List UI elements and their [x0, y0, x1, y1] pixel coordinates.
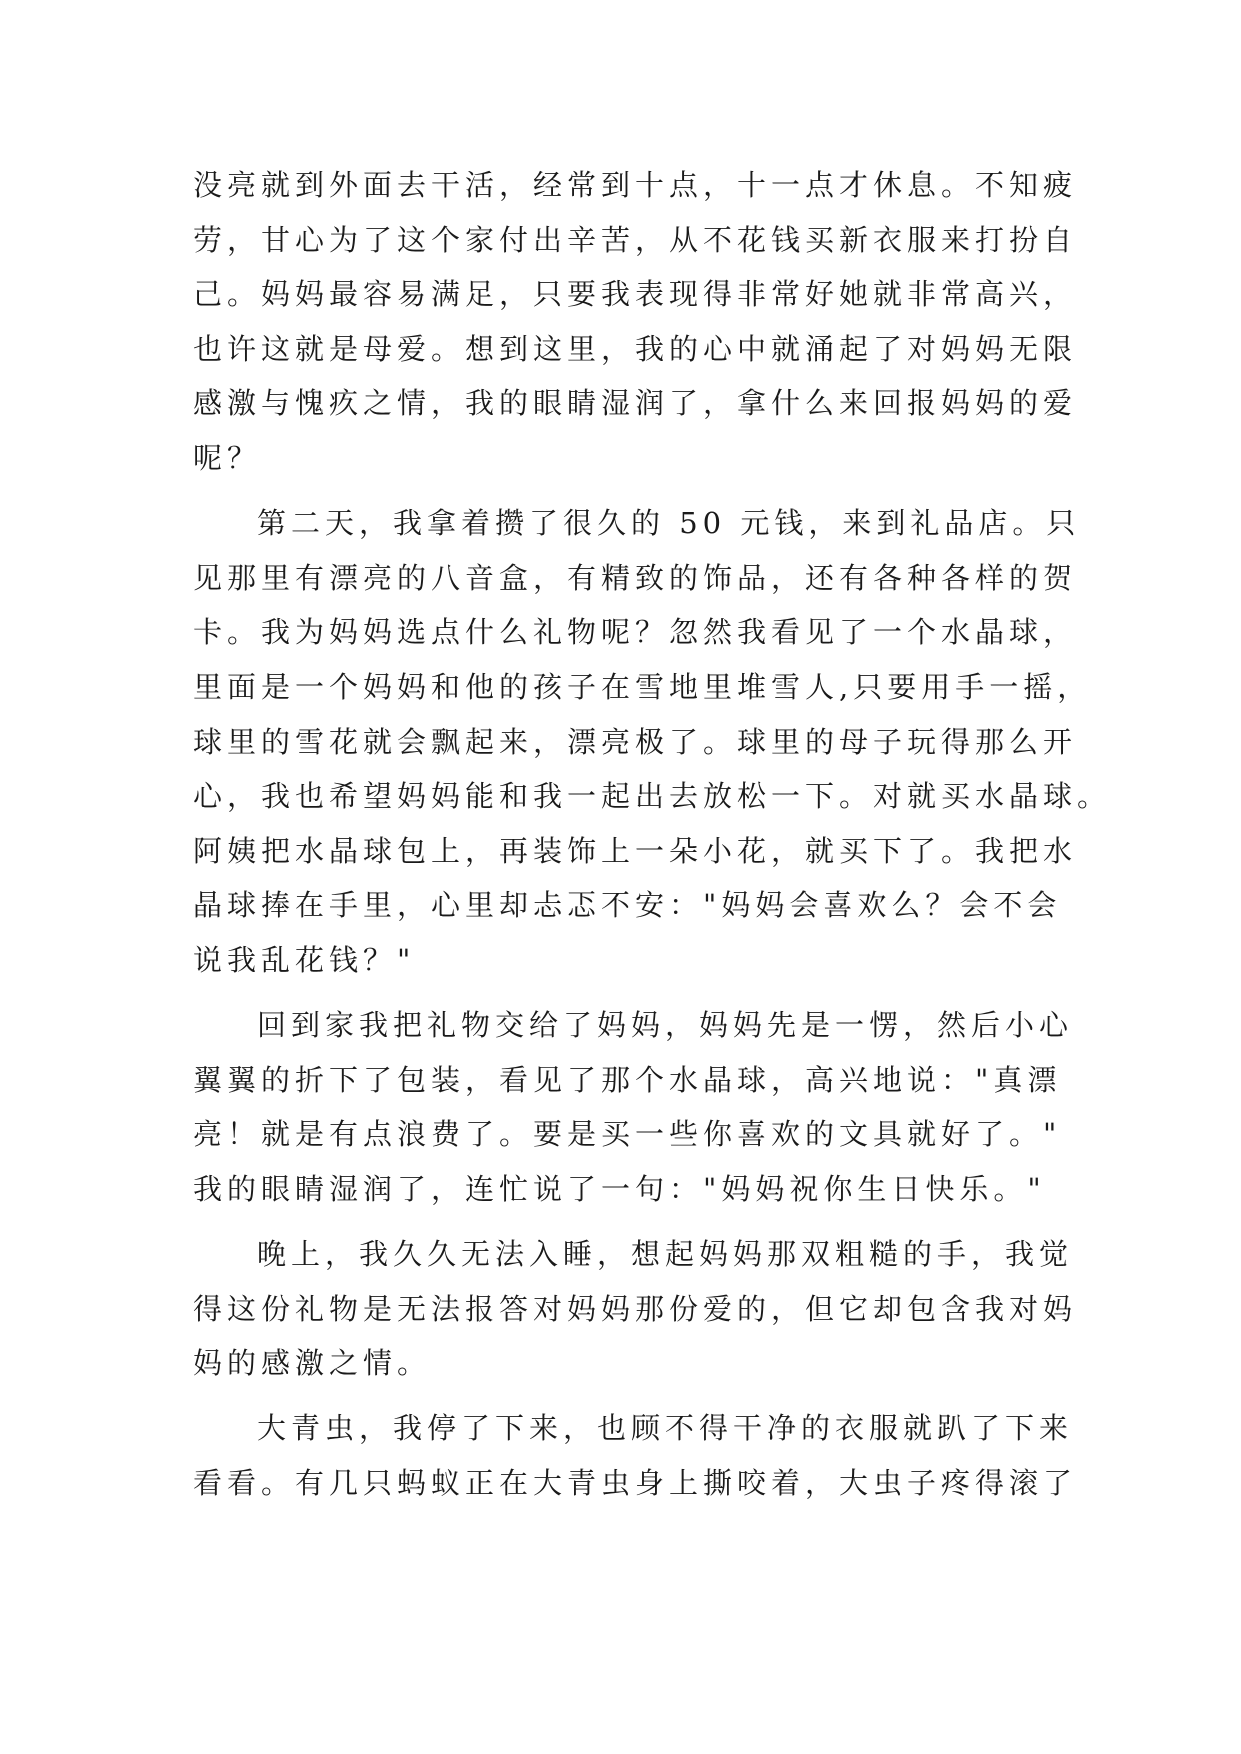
- document-body: [193, 158, 1112, 1511]
- text-line: 晶球捧在手里，心里却忐忑不安："妈妈会喜欢么？会不会: [193, 888, 1062, 923]
- paragraph-spacer: [193, 486, 1073, 497]
- text-line: 晚上，我久久无法入睡，想起妈妈那双粗糙的手，我觉: [257, 1237, 1074, 1272]
- text-line: 阿姨把水晶球包上，再装饰上一朵小花，就买下了。我把水: [193, 833, 1078, 868]
- paragraph-spacer: [193, 1391, 1073, 1402]
- text-line: 得这份礼物是无法报答对妈妈那份爱的，但它却包含我对妈: [193, 1291, 1078, 1326]
- paragraph-5: [193, 1401, 1078, 1510]
- text-line: 劳，甘心为了这个家付出辛苦，从不花钱买新衣服来打扮自: [193, 222, 1078, 257]
- paragraph-spacer: [193, 988, 1073, 999]
- text-line: 说我乱花钱？": [193, 942, 416, 977]
- text-line: 翼翼的折下了包装，看见了那个水晶球，高兴地说："真漂: [193, 1062, 1062, 1097]
- text-line: 心，我也希望妈妈能和我一起出去放松一下。对就买水晶球。: [193, 779, 1112, 814]
- text-line: 里面是一个妈妈和他的孩子在雪地里堆雪人,只要用手一摇，: [193, 669, 1092, 704]
- text-line: 回到家我把礼物交给了妈妈，妈妈先是一愣，然后小心: [257, 1008, 1074, 1043]
- text-line: 己。妈妈最容易满足，只要我表现得非常好她就非常高兴，: [193, 277, 1078, 312]
- text-line: 球里的雪花就会飘起来，漂亮极了。球里的母子玩得那么开: [193, 724, 1078, 759]
- text-line: 我的眼睛湿润了，连忙说了一句："妈妈祝你生日快乐。": [193, 1171, 1046, 1206]
- paragraph-spacer: [193, 1216, 1073, 1227]
- text-line: 妈的感激之情。: [193, 1346, 432, 1381]
- paragraph-2: [193, 496, 1112, 987]
- text-line: 没亮就到外面去干活，经常到十点，十一点才休息。不知疲: [193, 168, 1078, 202]
- paragraph-1: [193, 158, 1078, 486]
- text-line: 呢？: [193, 440, 262, 475]
- text-line: 感激与愧疚之情，我的眼睛湿润了，拿什么来回报妈妈的爱: [193, 386, 1078, 421]
- text-line: 卡。我为妈妈选点什么礼物呢？忽然我看见了一个水晶球，: [193, 615, 1078, 650]
- paragraph-3: [193, 998, 1073, 1216]
- paragraph-4: [193, 1227, 1078, 1391]
- text-line: 大青虫，我停了下来，也顾不得干净的衣服就趴了下来: [257, 1411, 1074, 1446]
- text-line: 第二天，我拿着攒了很久的 50 元钱，来到礼品店。只: [257, 506, 1081, 541]
- text-line: 也许这就是母爱。想到这里，我的心中就涌起了对妈妈无限: [193, 331, 1078, 366]
- text-line: 见那里有漂亮的八音盒，有精致的饰品，还有各种各样的贺: [193, 560, 1078, 595]
- text-line: 看看。有几只蚂蚁正在大青虫身上撕咬着，大虫子疼得滚了: [193, 1466, 1078, 1501]
- text-line: 亮！就是有点浪费了。要是买一些你喜欢的文具就好了。": [193, 1117, 1062, 1152]
